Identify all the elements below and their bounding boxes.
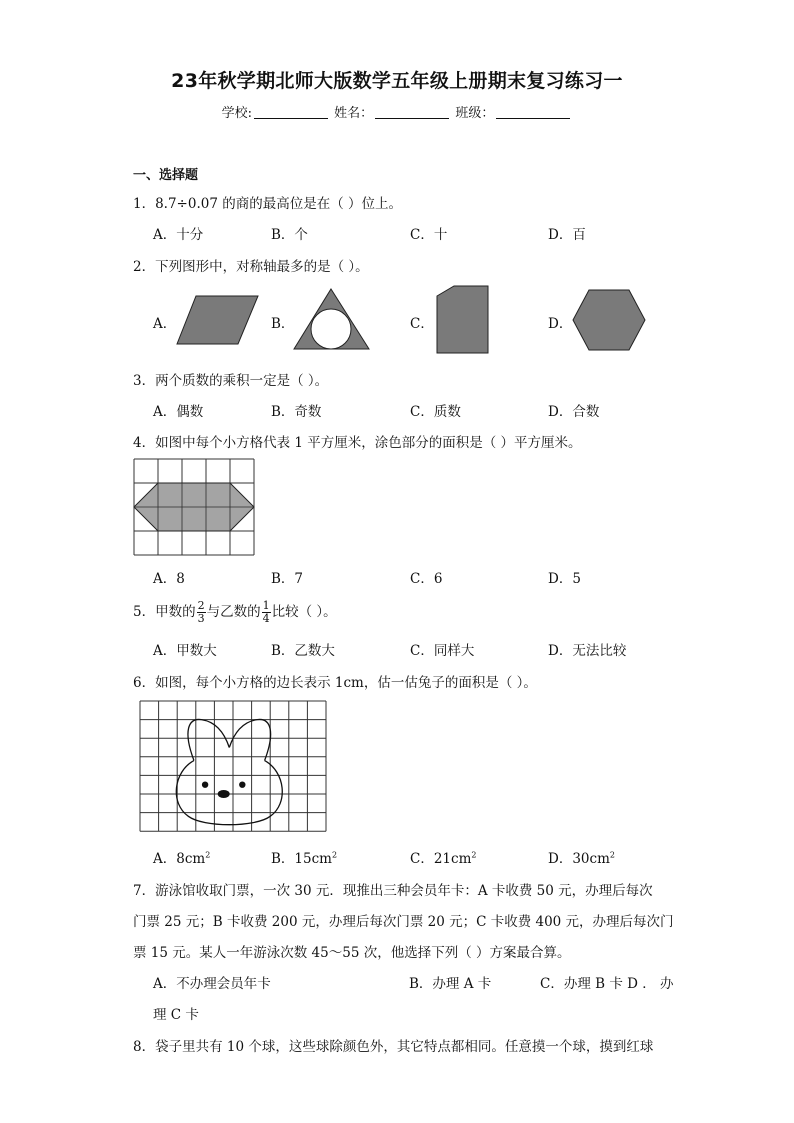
q6-option-a: A．$8cm^2$ (153, 850, 211, 867)
q5-stem-pre: 5．甲数的 (133, 604, 196, 620)
q6-option-c: C．$21cm^2$ (410, 850, 477, 867)
q5-option-d: D．无法比较 (548, 643, 627, 659)
question-1-stem: 1．8.7÷0.07 的商的最高位是在（ ）位上。 (133, 196, 403, 212)
fraction-two-thirds: $\frac{2}{3}$ (197, 599, 205, 625)
q4-option-d: D．5 (548, 571, 581, 587)
class-blank[interactable] (496, 106, 570, 119)
q2-option-b: B． (271, 316, 295, 332)
rabbit-grid-figure (139, 700, 329, 834)
q7-option-d-cont: 理 C 卡 (153, 1007, 199, 1023)
section-title: 一、选择题 (133, 168, 199, 183)
q3-option-d: D．合数 (548, 404, 600, 420)
q3-option-a: A．偶数 (153, 404, 204, 420)
question-4-stem: 4．如图中每个小方格代表 1 平方厘米，涂色部分的面积是（ ）平方厘米。 (133, 435, 582, 451)
q6-option-b: B．$15cm^2$ (271, 850, 338, 867)
q7-option-b: B．办理 A 卡 (409, 976, 492, 992)
triangle-with-circle-figure (293, 287, 371, 351)
page-title: 23年秋学期北师大版数学五年级上册期末复习练习一 (171, 70, 623, 92)
fraction-one-quarter: $\frac{1}{4}$ (262, 599, 270, 625)
school-label: 学校: (221, 106, 253, 121)
q1-option-b: B．个 (271, 227, 308, 243)
pentagon-house-figure (434, 284, 492, 355)
question-3-stem: 3．两个质数的乘积一定是（ ）。 (133, 373, 329, 389)
q6-option-d: D．$30cm^2$ (548, 850, 615, 867)
question-7-line-3: 票 15 元。某人一年游泳次数 45～55 次，他选择下列（ ）方案最合算。 (133, 945, 571, 961)
question-7-line-2: 门票 25 元；B 卡收费 200 元，办理后每次门票 20 元；C 卡收费 400 元，办理后每次门 (133, 914, 674, 930)
parallelogram-figure (176, 294, 260, 346)
q1-option-d: D．百 (548, 227, 586, 243)
question-2-stem: 2．下列图形中，对称轴最多的是（ ）。 (133, 259, 369, 275)
question-7-line-1: 7．游泳馆收取门票，一次 30 元．现推出三种会员年卡：A 卡收费 50 元，办理后每次 (133, 883, 653, 899)
q1-option-a: A．十分 (153, 227, 204, 243)
q1-option-c: C．十 (410, 227, 448, 243)
q7-option-c-d: C．办理 B 卡 D ． 办 (540, 976, 674, 992)
q5-stem-post: 比较（ ）。 (271, 604, 337, 620)
hexagon-figure (571, 288, 647, 352)
q5-option-b: B．乙数大 (271, 643, 335, 659)
q2-option-a: A． (153, 316, 177, 332)
name-blank[interactable] (375, 106, 449, 119)
question-8-line-1: 8．袋子里共有 10 个球，这些球除颜色外，其它特点都相同。任意摸一个球，摸到红球 (133, 1039, 654, 1055)
q4-option-a: A．8 (153, 571, 185, 587)
name-label: 姓名： (334, 106, 374, 121)
q4-grid-figure (133, 458, 257, 558)
question-6-stem: 6．如图，每个小方格的边长表示 1cm，估一估兔子的面积是（ ）。 (133, 675, 537, 691)
q3-option-b: B．奇数 (271, 404, 322, 420)
q2-option-c: C． (410, 316, 434, 332)
q7-option-a: A．不办理会员年卡 (153, 976, 271, 992)
question-5-stem (133, 600, 337, 625)
q2-option-d: D． (548, 316, 573, 332)
q5-stem-mid: 与乙数的 (206, 604, 261, 620)
class-label: 班级： (455, 106, 495, 121)
q4-option-c: C．6 (410, 571, 443, 587)
student-info-line (0, 102, 794, 121)
q5-option-a: A．甲数大 (153, 643, 217, 659)
q5-option-c: C．同样大 (410, 643, 475, 659)
q3-option-c: C．质数 (410, 404, 461, 420)
q4-option-b: B．7 (271, 571, 304, 587)
school-blank[interactable] (254, 106, 328, 119)
